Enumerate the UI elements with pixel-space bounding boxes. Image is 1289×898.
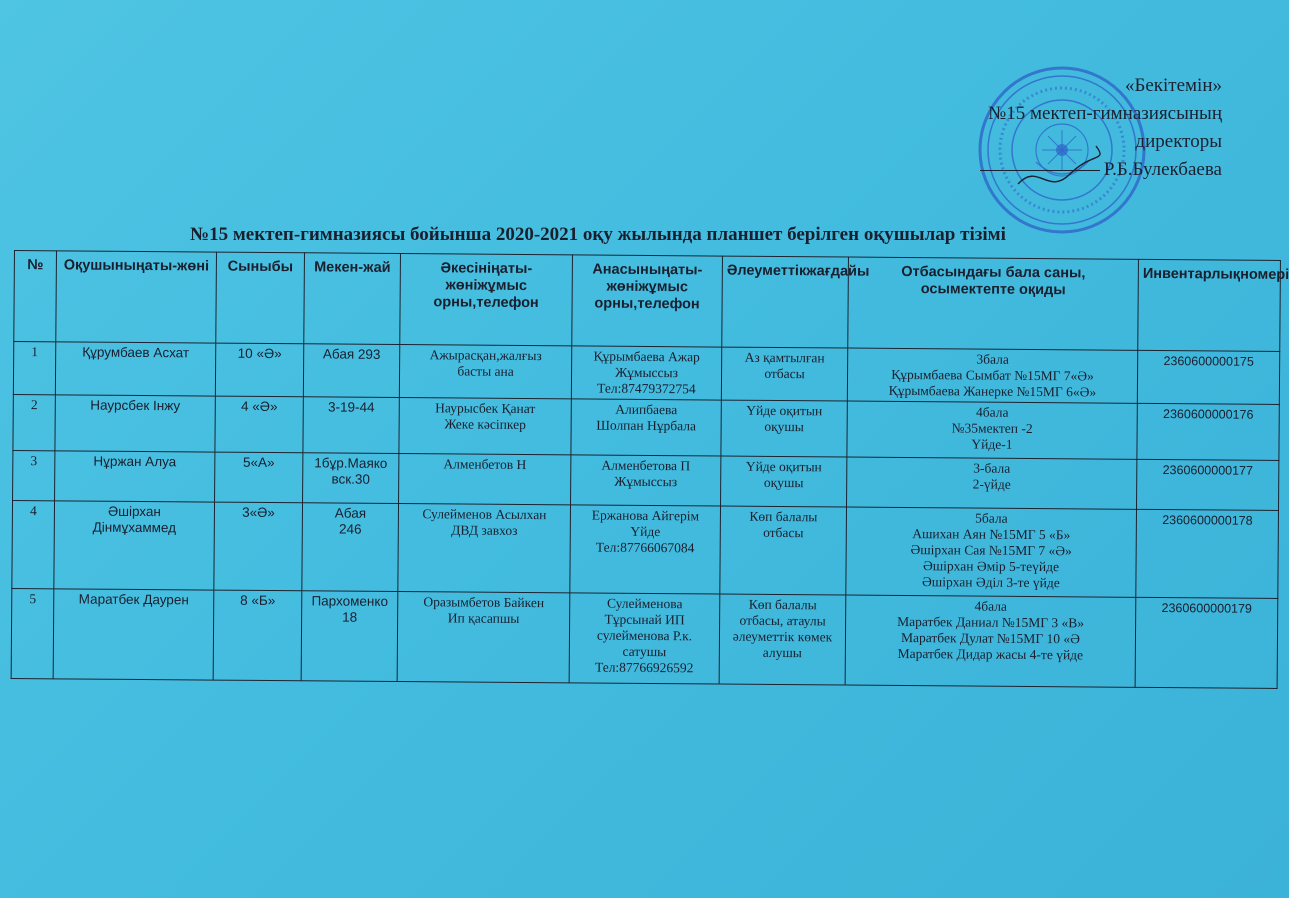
children-count: 4бала — [975, 404, 1009, 420]
family-children — [846, 507, 1137, 597]
mother-info-line: Ержанова Айгерім — [591, 507, 700, 524]
mother-info-line: Тұрсынай ИП — [604, 611, 685, 628]
family-children-line: Маратбек Даниал №15МГ 3 «В» — [897, 613, 1085, 631]
mother-info-line: Жұмыссыз — [614, 473, 678, 490]
student-address-line: Абая 293 — [322, 346, 381, 362]
student-name — [53, 589, 214, 680]
father-info-line: Жеке кәсіпкер — [444, 416, 526, 433]
inventory-number: 2360600000179 — [1135, 597, 1278, 688]
father-info-line: басты ана — [457, 363, 514, 379]
header-line: Инвентарлық — [1142, 265, 1241, 283]
mother-info — [569, 593, 720, 684]
social-status-line: әлеуметтік көмек — [732, 628, 833, 645]
header-line: жай — [363, 259, 391, 276]
father-info — [398, 504, 571, 593]
col-family-children-header — [848, 257, 1139, 350]
family-children — [847, 457, 1137, 509]
col-social-status-header — [722, 256, 870, 348]
mother-info — [571, 346, 721, 400]
children-count: 3-бала — [973, 460, 1011, 476]
student-address — [303, 397, 399, 454]
mother-info-line: Алменбетова П — [601, 457, 691, 474]
family-children-line: Маратбек Дидар жасы 4-те үйде — [897, 645, 1084, 663]
father-info-line: Ажырасқан,жалғыз — [429, 347, 542, 364]
family-children-line: №35мектеп -2 — [951, 420, 1033, 437]
row-number: 4 — [12, 500, 55, 588]
document-title: №15 мектеп-гимназиясы бойынша 2020-2021 оқу жылында планшет берілген оқушылар тізімі — [190, 224, 1006, 245]
row-number: 3 — [13, 450, 55, 500]
header-line: номері — [1240, 266, 1289, 284]
student-tablet-list-table — [11, 250, 1289, 689]
table-row — [13, 394, 1279, 460]
student-name — [55, 342, 215, 396]
row-number: 1 — [13, 342, 55, 395]
family-children — [845, 595, 1136, 687]
social-status — [721, 400, 847, 457]
header-line: Оқушының — [63, 257, 145, 275]
table-row — [11, 588, 1278, 688]
table-header-row — [14, 251, 1281, 352]
col-student-name-header — [56, 251, 217, 343]
mother-info-line: Тел:87479372754 — [597, 380, 696, 397]
student-name-line: Маратбек Даурен — [78, 591, 189, 608]
col-address-header — [304, 253, 401, 345]
header-line: жағдайы — [806, 263, 870, 280]
student-class: 4 «Ә» — [215, 396, 303, 453]
approval-signature — [942, 156, 1222, 184]
student-name — [54, 501, 215, 590]
mother-info — [571, 455, 721, 506]
header-line: мектепте оқиды — [949, 281, 1066, 299]
student-class: 10 «Ә» — [215, 343, 303, 397]
social-status-line: Аз қамтылған — [744, 349, 825, 366]
social-status — [721, 347, 847, 401]
family-children-line: Құрымбаева Сымбат №15МГ 7«Ә» — [891, 366, 1094, 384]
children-count: 4бала — [974, 598, 1008, 614]
social-status-line: Көп балалы — [748, 596, 817, 613]
mother-info — [571, 399, 721, 456]
student-address — [302, 503, 399, 592]
social-status — [719, 594, 846, 685]
header-line: Отбасындағы бала саны, осы — [901, 263, 1086, 298]
father-info — [399, 398, 571, 455]
social-status — [720, 506, 847, 595]
inventory-number: 2360600000177 — [1136, 459, 1278, 510]
approval-school: №15 мектеп-гимназиясының — [988, 103, 1222, 124]
father-info — [397, 592, 570, 683]
student-address — [301, 591, 398, 682]
family-children-line: Үйде-1 — [971, 436, 1013, 452]
row-number: 5 — [11, 588, 54, 678]
family-children-line: Әшірхан Әділ 3-те үйде — [922, 574, 1060, 591]
mother-info — [570, 505, 721, 594]
header-line: аты-жөні — [144, 258, 210, 275]
approval-heading: «Бекітемін» — [1124, 75, 1222, 96]
row-number: 2 — [13, 394, 55, 450]
father-info-line: Оразымбетов Байкен — [423, 594, 545, 611]
header-line: Әкесінің — [440, 260, 500, 277]
col-number-header — [14, 251, 57, 342]
student-address — [303, 344, 399, 398]
mother-info-line: Алипбаева — [615, 401, 678, 418]
table-body — [11, 342, 1280, 689]
social-status-line: Үйде оқитын — [746, 402, 823, 419]
mother-info-line: Тел:87766067084 — [595, 539, 695, 556]
social-status-line: оқушы — [763, 474, 804, 491]
family-children-line: Құрымбаева Жанерке №15МГ 6«Ә» — [888, 382, 1097, 400]
mother-info-line: Тел:87766926592 — [594, 659, 694, 676]
student-address-line: 1бұр.Маяко — [314, 455, 388, 471]
mother-info-line: Сулейменова — [606, 595, 683, 612]
approval-block — [942, 72, 1222, 184]
student-address-line: Абая — [334, 505, 367, 521]
student-name-line: Әшірхан — [107, 503, 161, 520]
father-info — [399, 454, 571, 505]
student-name-line: Наурсбек Інжу — [90, 397, 181, 414]
family-children-line: Ашихан Аян №15МГ 5 «Б» — [912, 526, 1071, 543]
header-line: Мекен- — [314, 259, 364, 276]
social-status-line: Үйде оқитын — [745, 458, 822, 475]
header-line: телефон — [637, 295, 700, 313]
header-line: телефон — [476, 294, 539, 312]
student-address — [303, 453, 399, 504]
mother-info-line: сатушы — [622, 643, 667, 660]
student-address-line: 18 — [342, 609, 358, 625]
mother-info-line: Жұмыссыз — [615, 364, 679, 381]
header-line: № — [27, 257, 44, 274]
col-father-header — [400, 254, 573, 346]
social-status-line: алушы — [762, 644, 802, 661]
family-children-line: Әшірхан Әмір 5-теүйде — [923, 558, 1060, 575]
student-address-line: 246 — [338, 521, 362, 537]
mother-info-line: Құрымбаева Ажар — [593, 348, 700, 365]
mother-info-line: Шолпан Нұрбала — [596, 417, 697, 434]
col-mother-header — [572, 255, 723, 347]
header-line: Анасының — [592, 261, 671, 279]
student-name — [55, 451, 215, 502]
family-children — [847, 348, 1137, 403]
header-line: аты-жөні — [606, 262, 703, 295]
student-address-line: 3-19-44 — [327, 399, 375, 415]
student-name-line: Дінмұхаммед — [92, 519, 177, 536]
inventory-number: 2360600000175 — [1137, 350, 1279, 404]
family-children-line: Әшірхан Сая №15МГ 7 «Ә» — [910, 542, 1072, 559]
student-address-line: Пархоменко — [311, 593, 389, 609]
children-count: 3бала — [976, 351, 1009, 367]
header-line: жұмыс орны, — [594, 278, 689, 312]
student-class: 3«Ә» — [214, 502, 303, 591]
inventory-number: 2360600000178 — [1136, 509, 1279, 598]
father-info-line: Наурысбек Қанат — [435, 400, 536, 417]
social-status-line: Көп балалы — [749, 508, 818, 525]
col-inventory-number-header — [1138, 259, 1289, 351]
header-line: аты-жөні — [445, 260, 533, 294]
approval-position: директоры — [1135, 131, 1222, 152]
student-class: 5«А» — [215, 452, 303, 503]
father-info-line: ДВД завхоз — [451, 522, 518, 538]
family-children — [847, 401, 1137, 459]
father-info-line: Сулейменов Асылхан — [422, 506, 547, 523]
social-status-line: отбасы, атаулы — [739, 612, 826, 629]
director-name: Р.Б.Булекбаева — [1103, 159, 1222, 180]
student-address-line: вск.30 — [331, 471, 370, 487]
inventory-number: 2360600000176 — [1137, 403, 1279, 460]
family-children-line: Маратбек Дулат №15МГ 10 «Ә — [900, 629, 1080, 647]
signature-line — [980, 170, 1100, 171]
mother-info-line: сулейменова Р.к. — [596, 627, 693, 644]
social-status-line: отбасы — [763, 524, 804, 541]
header-line: жұмыс орны, — [433, 277, 528, 311]
student-name-line: Нұржан Алуа — [93, 453, 177, 470]
social-status-line: отбасы — [764, 365, 805, 382]
header-line: бы — [271, 259, 294, 276]
student-name — [55, 395, 215, 452]
student-class: 8 «Б» — [213, 590, 302, 681]
father-info-line: Ип қасапшы — [447, 610, 520, 626]
student-name-line: Құрумбаев Асхат — [82, 344, 190, 361]
social-status-line: оқушы — [764, 418, 804, 435]
header-line: Әлеуметтік — [726, 262, 807, 280]
header-line: Сыны — [227, 258, 272, 276]
children-count: 5бала — [975, 510, 1008, 526]
father-info — [399, 345, 571, 399]
table-row — [12, 500, 1279, 598]
mother-info-line: Үйде — [630, 523, 661, 540]
family-children-line: 2-үйде — [972, 476, 1011, 492]
col-class-header — [216, 252, 305, 344]
father-info-line: Алменбетов Н — [443, 456, 527, 473]
social-status — [721, 456, 847, 507]
